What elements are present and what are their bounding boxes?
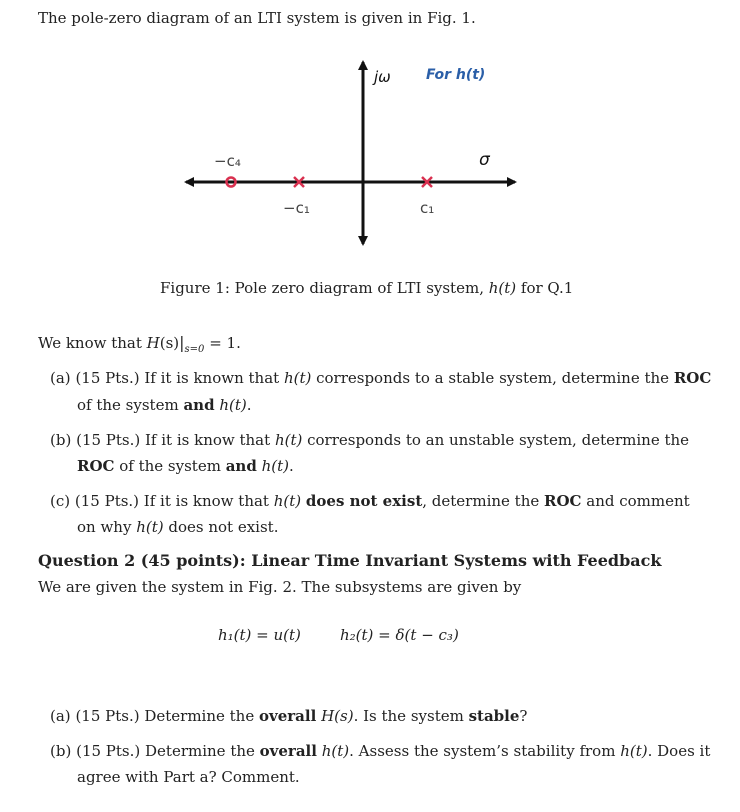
q1-part-a-line2: of the system and h(t). (77, 396, 252, 414)
figure-caption: Figure 1: Pole zero diagram of LTI system, h(t) for Q.1 (160, 279, 574, 297)
question-2-intro: We are given the system in Fig. 2. The subsystems are given by (38, 578, 522, 596)
jw-label: jω (374, 68, 391, 86)
question-2-title: Question 2 (45 points): Linear Time Invariant Systems with Feedback (38, 551, 662, 570)
q1-part-b-line2: ROC of the system and h(t). (77, 457, 294, 475)
equation-h2: h₂(t) = δ(t − c₃) (340, 626, 459, 644)
known-condition: We know that $H(s)|_{s=0} = 1$. (38, 333, 241, 355)
q2-part-a: (a) (15 Pts.) Determine the overall H(s). Is the system stable? (50, 707, 528, 725)
neg-c1-label: −c₁ (283, 199, 310, 217)
equation-h1: h₁(t) = u(t) (218, 626, 301, 644)
q2-part-b-line1: (b) (15 Pts.) Determine the overall h(t). Assess the system’s stability from h(t). Does it (50, 742, 711, 760)
intro-text: The pole-zero diagram of an LTI system is given in Fig. 1. (38, 9, 476, 27)
pole-zero-diagram (0, 0, 740, 280)
for-ht-label: For h(t) (426, 67, 486, 83)
q1-part-b-line1: (b) (15 Pts.) If it is know that h(t) corresponds to an unstable system, determine the (50, 431, 690, 449)
q1-part-c-line2: on why h(t) does not exist. (77, 518, 279, 536)
c1-label: c₁ (420, 199, 435, 217)
q1-part-a-line1: (a) (15 Pts.) If it is known that h(t) corresponds to a stable system, determine the ROC (50, 369, 712, 387)
neg-c4-label: −c₄ (214, 152, 241, 170)
q1-part-c-line1: (c) (15 Pts.) If it is know that h(t) does not exist, determine the ROC and comment (50, 492, 690, 510)
q2-part-b-line2: agree with Part a? Comment. (77, 768, 300, 786)
sigma-label: σ (479, 150, 490, 170)
